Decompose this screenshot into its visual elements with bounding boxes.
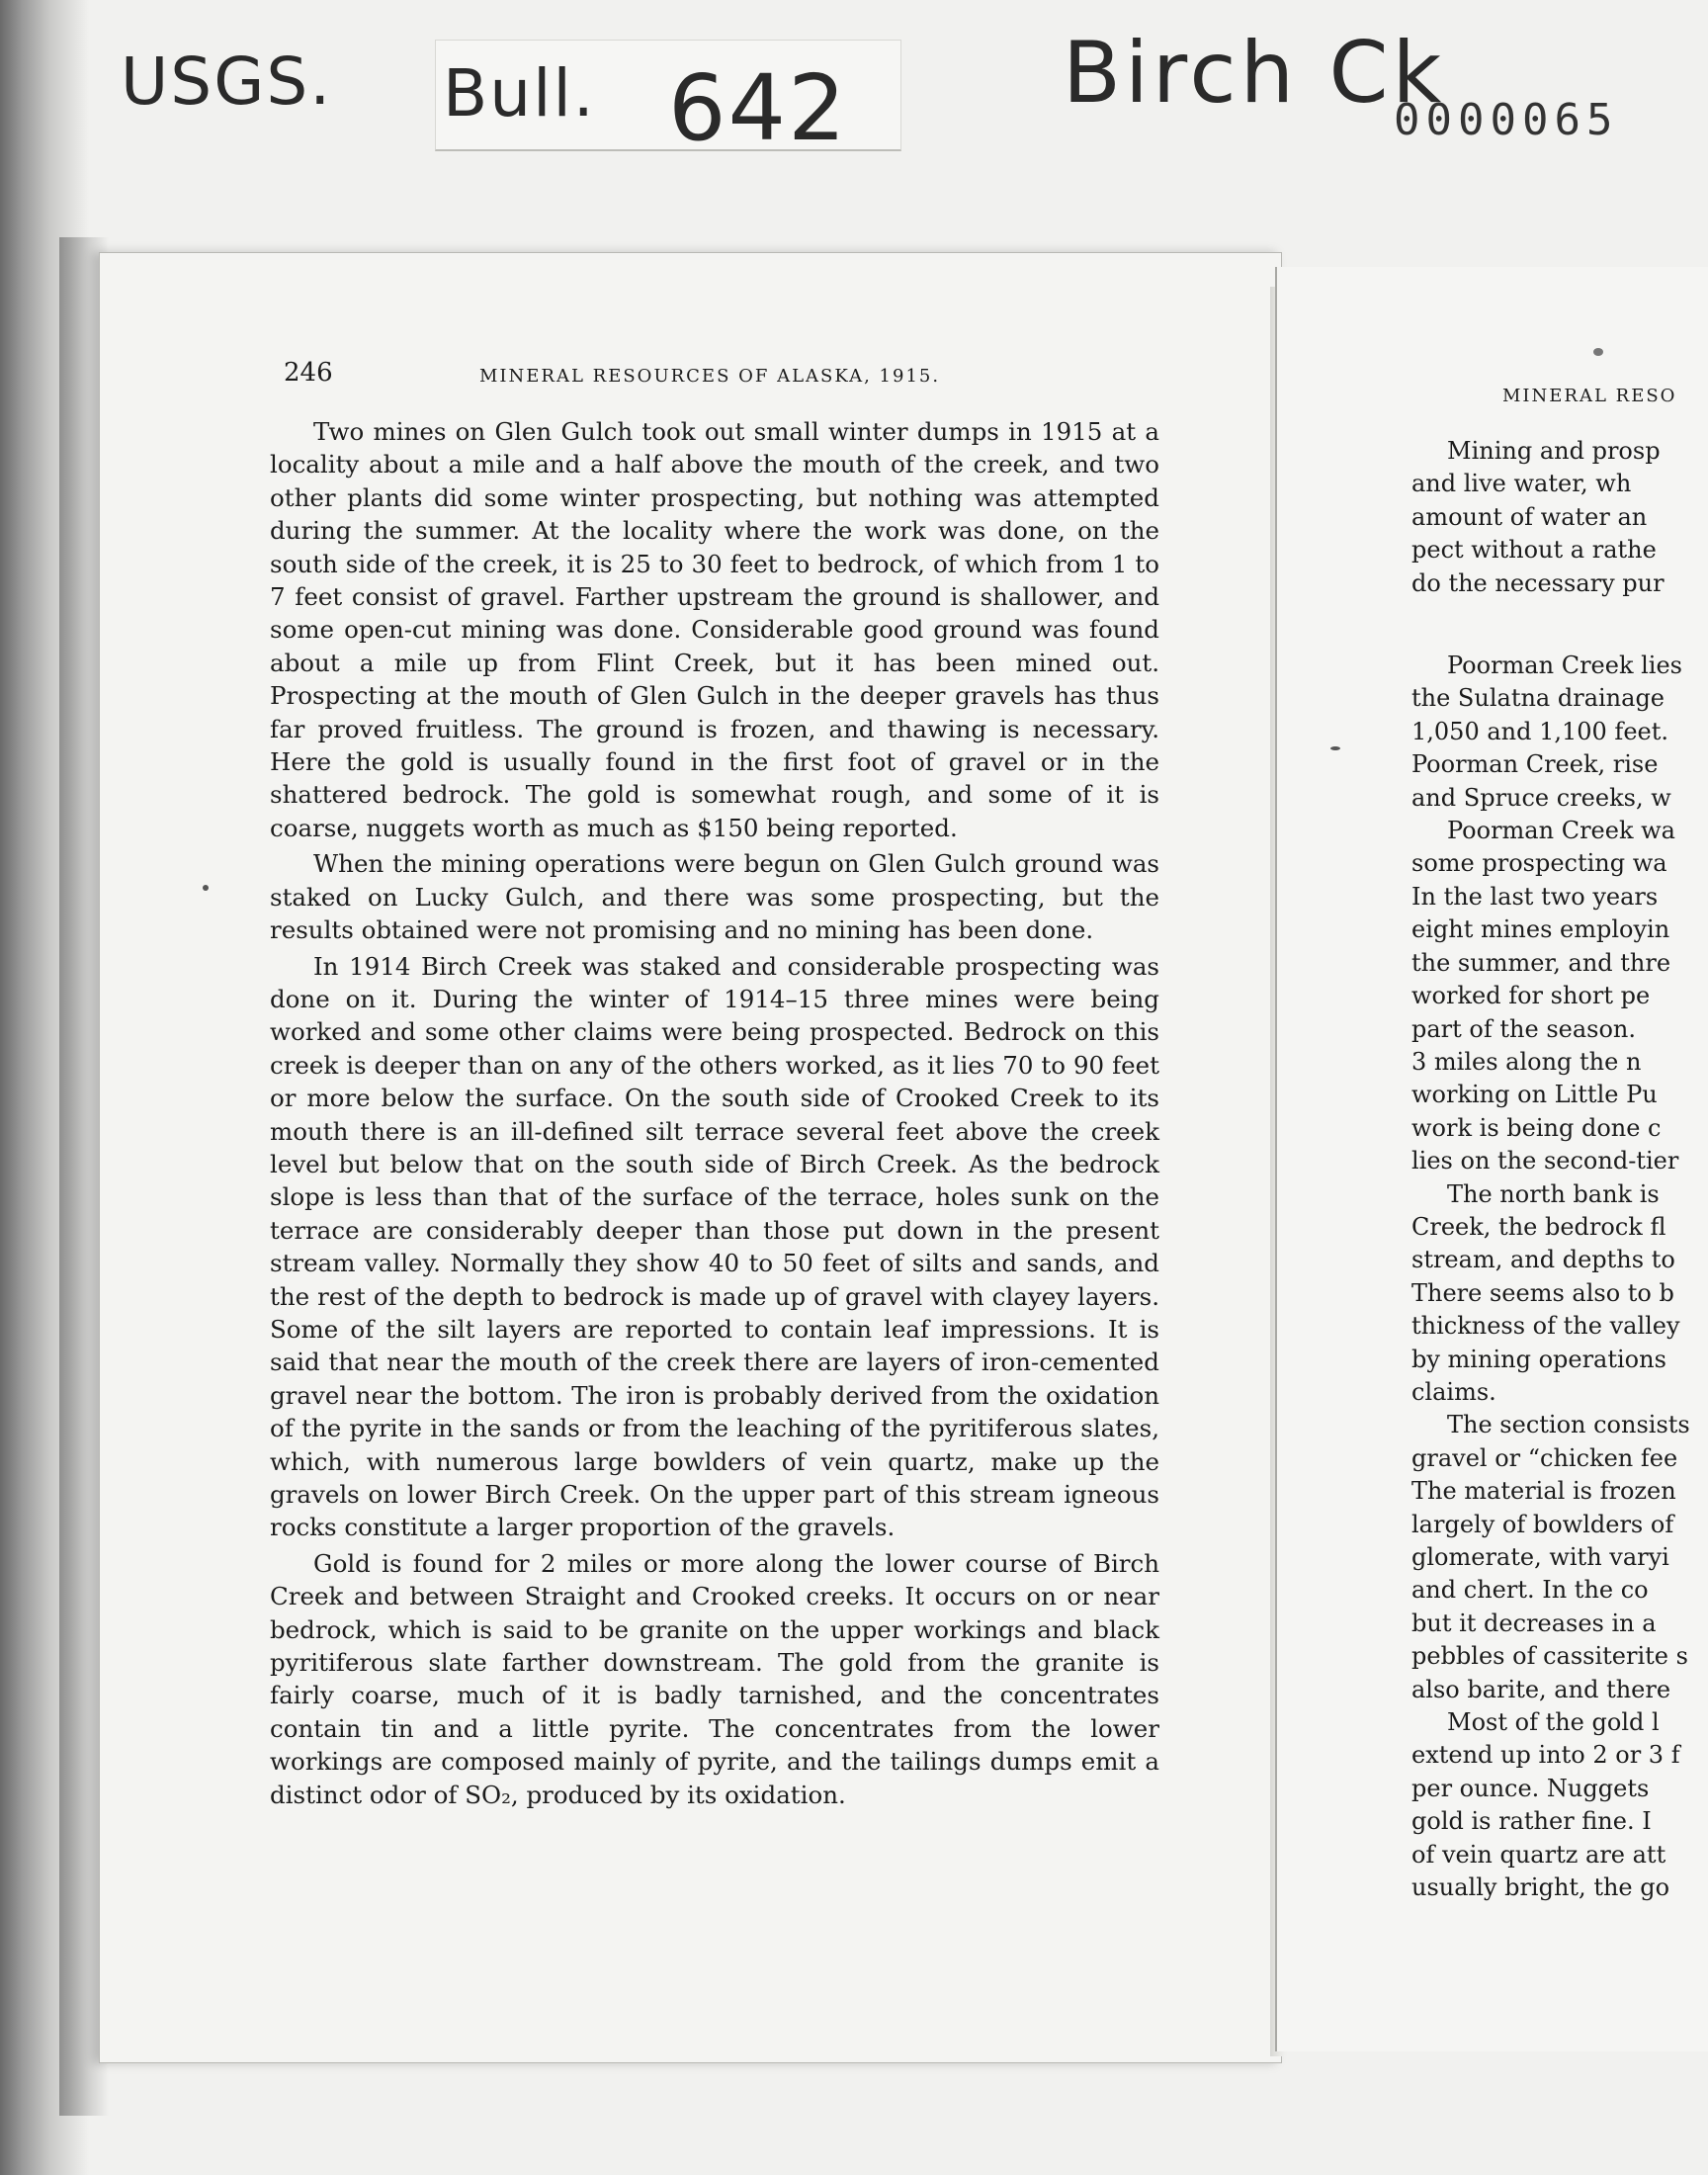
right-text-line: do the necessary pur bbox=[1411, 568, 1665, 597]
right-text-line: usually bright, the go bbox=[1411, 1873, 1670, 1902]
right-text-line: Poorman Creek lies bbox=[1447, 652, 1682, 680]
right-text-line: pebbles of cassiterite s bbox=[1411, 1642, 1688, 1671]
right-text-line: Poorman Creek wa bbox=[1447, 817, 1675, 845]
right-text-line: part of the season. bbox=[1411, 1014, 1636, 1043]
right-text-line: thickness of the valley bbox=[1411, 1312, 1680, 1341]
handwritten-place: Birch Ck bbox=[1063, 24, 1446, 123]
scan-speck bbox=[1593, 348, 1603, 356]
right-text-line: Most of the gold l bbox=[1447, 1708, 1660, 1737]
scan-speck bbox=[1330, 746, 1340, 750]
right-text-line: Creek, the bedrock fl bbox=[1411, 1212, 1666, 1241]
paragraph: Gold is found for 2 miles or more along the lower course of Birch Creek and between Straight and Crooked creeks. It occurs on or near bedrock, which is said to be granite on the upper workings and black pyritiferous slate farther downstream. The gold from the granite is fairly coarse, much of it is badly tarnished, and the concentrates contain tin and a little pyrite. The concentrates from the lower workings are composed mainly of pyrite, and the tailings dumps emit a distinct odor of SO₂, produced by its oxidation. bbox=[270, 1548, 1159, 1809]
right-text-line: gravel or “chicken fee bbox=[1411, 1443, 1678, 1472]
right-text-line: Mining and prosp bbox=[1447, 437, 1661, 465]
right-text-line: by mining operations bbox=[1411, 1345, 1666, 1373]
right-block-2 bbox=[1411, 650, 1708, 1904]
right-text-line: stream, and depths to bbox=[1411, 1246, 1675, 1274]
right-text-line: The material is frozen bbox=[1411, 1477, 1676, 1506]
right-text-line: glomerate, with varyi bbox=[1411, 1543, 1669, 1571]
right-block-1 bbox=[1411, 435, 1708, 600]
right-text-line: largely of bowlders of bbox=[1411, 1510, 1674, 1538]
right-text-line: extend up into 2 or 3 f bbox=[1411, 1741, 1680, 1770]
handwritten-number: 642 bbox=[668, 55, 848, 161]
right-text-line: of vein quartz are att bbox=[1411, 1840, 1666, 1869]
right-text-line: but it decreases in a bbox=[1411, 1609, 1657, 1637]
handwritten-series: Bull. bbox=[443, 55, 596, 131]
handwritten-agency: USGS. bbox=[121, 44, 333, 120]
paragraph: In 1914 Birch Creek was staked and considerable prospecting was done on it. During the winter of 1914–15 three mines were being worked and some other claims were being prospected. Bedrock on this creek is deeper than on any of the others worked, as it lies 70 to 90 feet or more below the surface. On the south side of Crooked Creek to its mouth there is an ill-defined silt terrace several feet above the creek level but below that on the south side of Birch Creek. As the bedrock slope is less than that of the surface of the terrace, holes sunk on the terrace are considerably deeper than those put down in the present stream valley. Normally they show 40 to 50 feet of silts and sands, and the rest of the depth to bedrock is made up of gravel with clayey layers. Some of the silt layers are reported to contain leaf impressions. It is said that near the mouth of the creek there are layers of iron-cemented gravel near the bottom. The iron is probably derived from the oxidation of the pyrite in the sands or from the leaching of the pyritiferous slates, which, with numerous large bowlders of vein quartz, make up the gravels on lower Birch Creek. On the upper part of this stream igneous rocks constitute a larger proportion of the gravels. bbox=[270, 951, 1159, 1542]
right-text-line: worked for short pe bbox=[1411, 982, 1651, 1010]
right-text-line: pect without a rathe bbox=[1411, 536, 1657, 565]
right-text-line: There seems also to b bbox=[1411, 1278, 1674, 1307]
catalog-stamp: 0000065 bbox=[1394, 95, 1619, 145]
right-text-line: The north bank is bbox=[1447, 1179, 1660, 1208]
right-text-line: 3 miles along the n bbox=[1411, 1047, 1642, 1076]
right-running-head: MINERAL RESO bbox=[1502, 386, 1677, 406]
right-text-line: work is being done c bbox=[1411, 1113, 1662, 1142]
right-text-line: the summer, and thre bbox=[1411, 948, 1671, 977]
paragraph: When the mining operations were begun on Glen Gulch ground was staked on Lucky Gulch, and there was some prospecting, but the results obtained were not promising and no mining has been done. bbox=[270, 849, 1159, 945]
right-text-line: lies on the second-tier bbox=[1411, 1147, 1679, 1175]
right-text-line: eight mines employin bbox=[1411, 915, 1670, 944]
section-gap bbox=[1411, 600, 1708, 650]
right-text-line: the Sulatna drainage bbox=[1411, 684, 1665, 713]
body-text bbox=[270, 415, 1159, 1811]
running-head: MINERAL RESOURCES OF ALASKA, 1915. bbox=[479, 366, 941, 387]
right-text-line: In the last two years bbox=[1411, 882, 1659, 911]
right-page-column bbox=[1411, 435, 1708, 1904]
paragraph: Two mines on Glen Gulch took out small winter dumps in 1915 at a locality about a mile and a half above the mouth of the creek, and two other plants did some winter prospecting, but nothing was attempted during the summer. At the locality where the work was done, on the south side of the creek, it is 25 to 30 feet to bedrock, of which from 1 to 7 feet consist of gravel. Farther upstream the ground is shallower, and some open-cut mining was done. Considerable good ground was found about a mile up from Flint Creek, but it has been mined out. Prospecting at the mouth of Glen Gulch in the deeper gravels has thus far proved fruitless. The ground is frozen, and thawing is necessary. Here the gold is usually found in the first foot of gravel or in the shattered bedrock. The gold is somewhat rough, and some of it is coarse, nuggets worth as much as $150 being reported. bbox=[270, 417, 1159, 842]
right-text-line: 1,050 and 1,100 feet. bbox=[1411, 717, 1668, 745]
right-text-line: amount of water an bbox=[1411, 502, 1648, 531]
right-text-line: gold is rather fine. I bbox=[1411, 1807, 1652, 1836]
right-text-line: claims. bbox=[1411, 1377, 1496, 1406]
right-text-line: and chert. In the co bbox=[1411, 1576, 1649, 1605]
right-text-line: working on Little Pu bbox=[1411, 1081, 1658, 1109]
right-text-line: some prospecting wa bbox=[1411, 849, 1667, 878]
page-number: 246 bbox=[284, 358, 333, 388]
right-text-line: The section consists bbox=[1447, 1411, 1690, 1439]
right-text-line: and Spruce creeks, w bbox=[1411, 783, 1671, 812]
right-text-line: Poorman Creek, rise bbox=[1411, 750, 1659, 779]
right-text-line: also barite, and there bbox=[1411, 1675, 1671, 1703]
right-text-line: and live water, wh bbox=[1411, 470, 1632, 498]
scan-speck bbox=[203, 885, 209, 891]
right-text-line: per ounce. Nuggets bbox=[1411, 1774, 1650, 1802]
